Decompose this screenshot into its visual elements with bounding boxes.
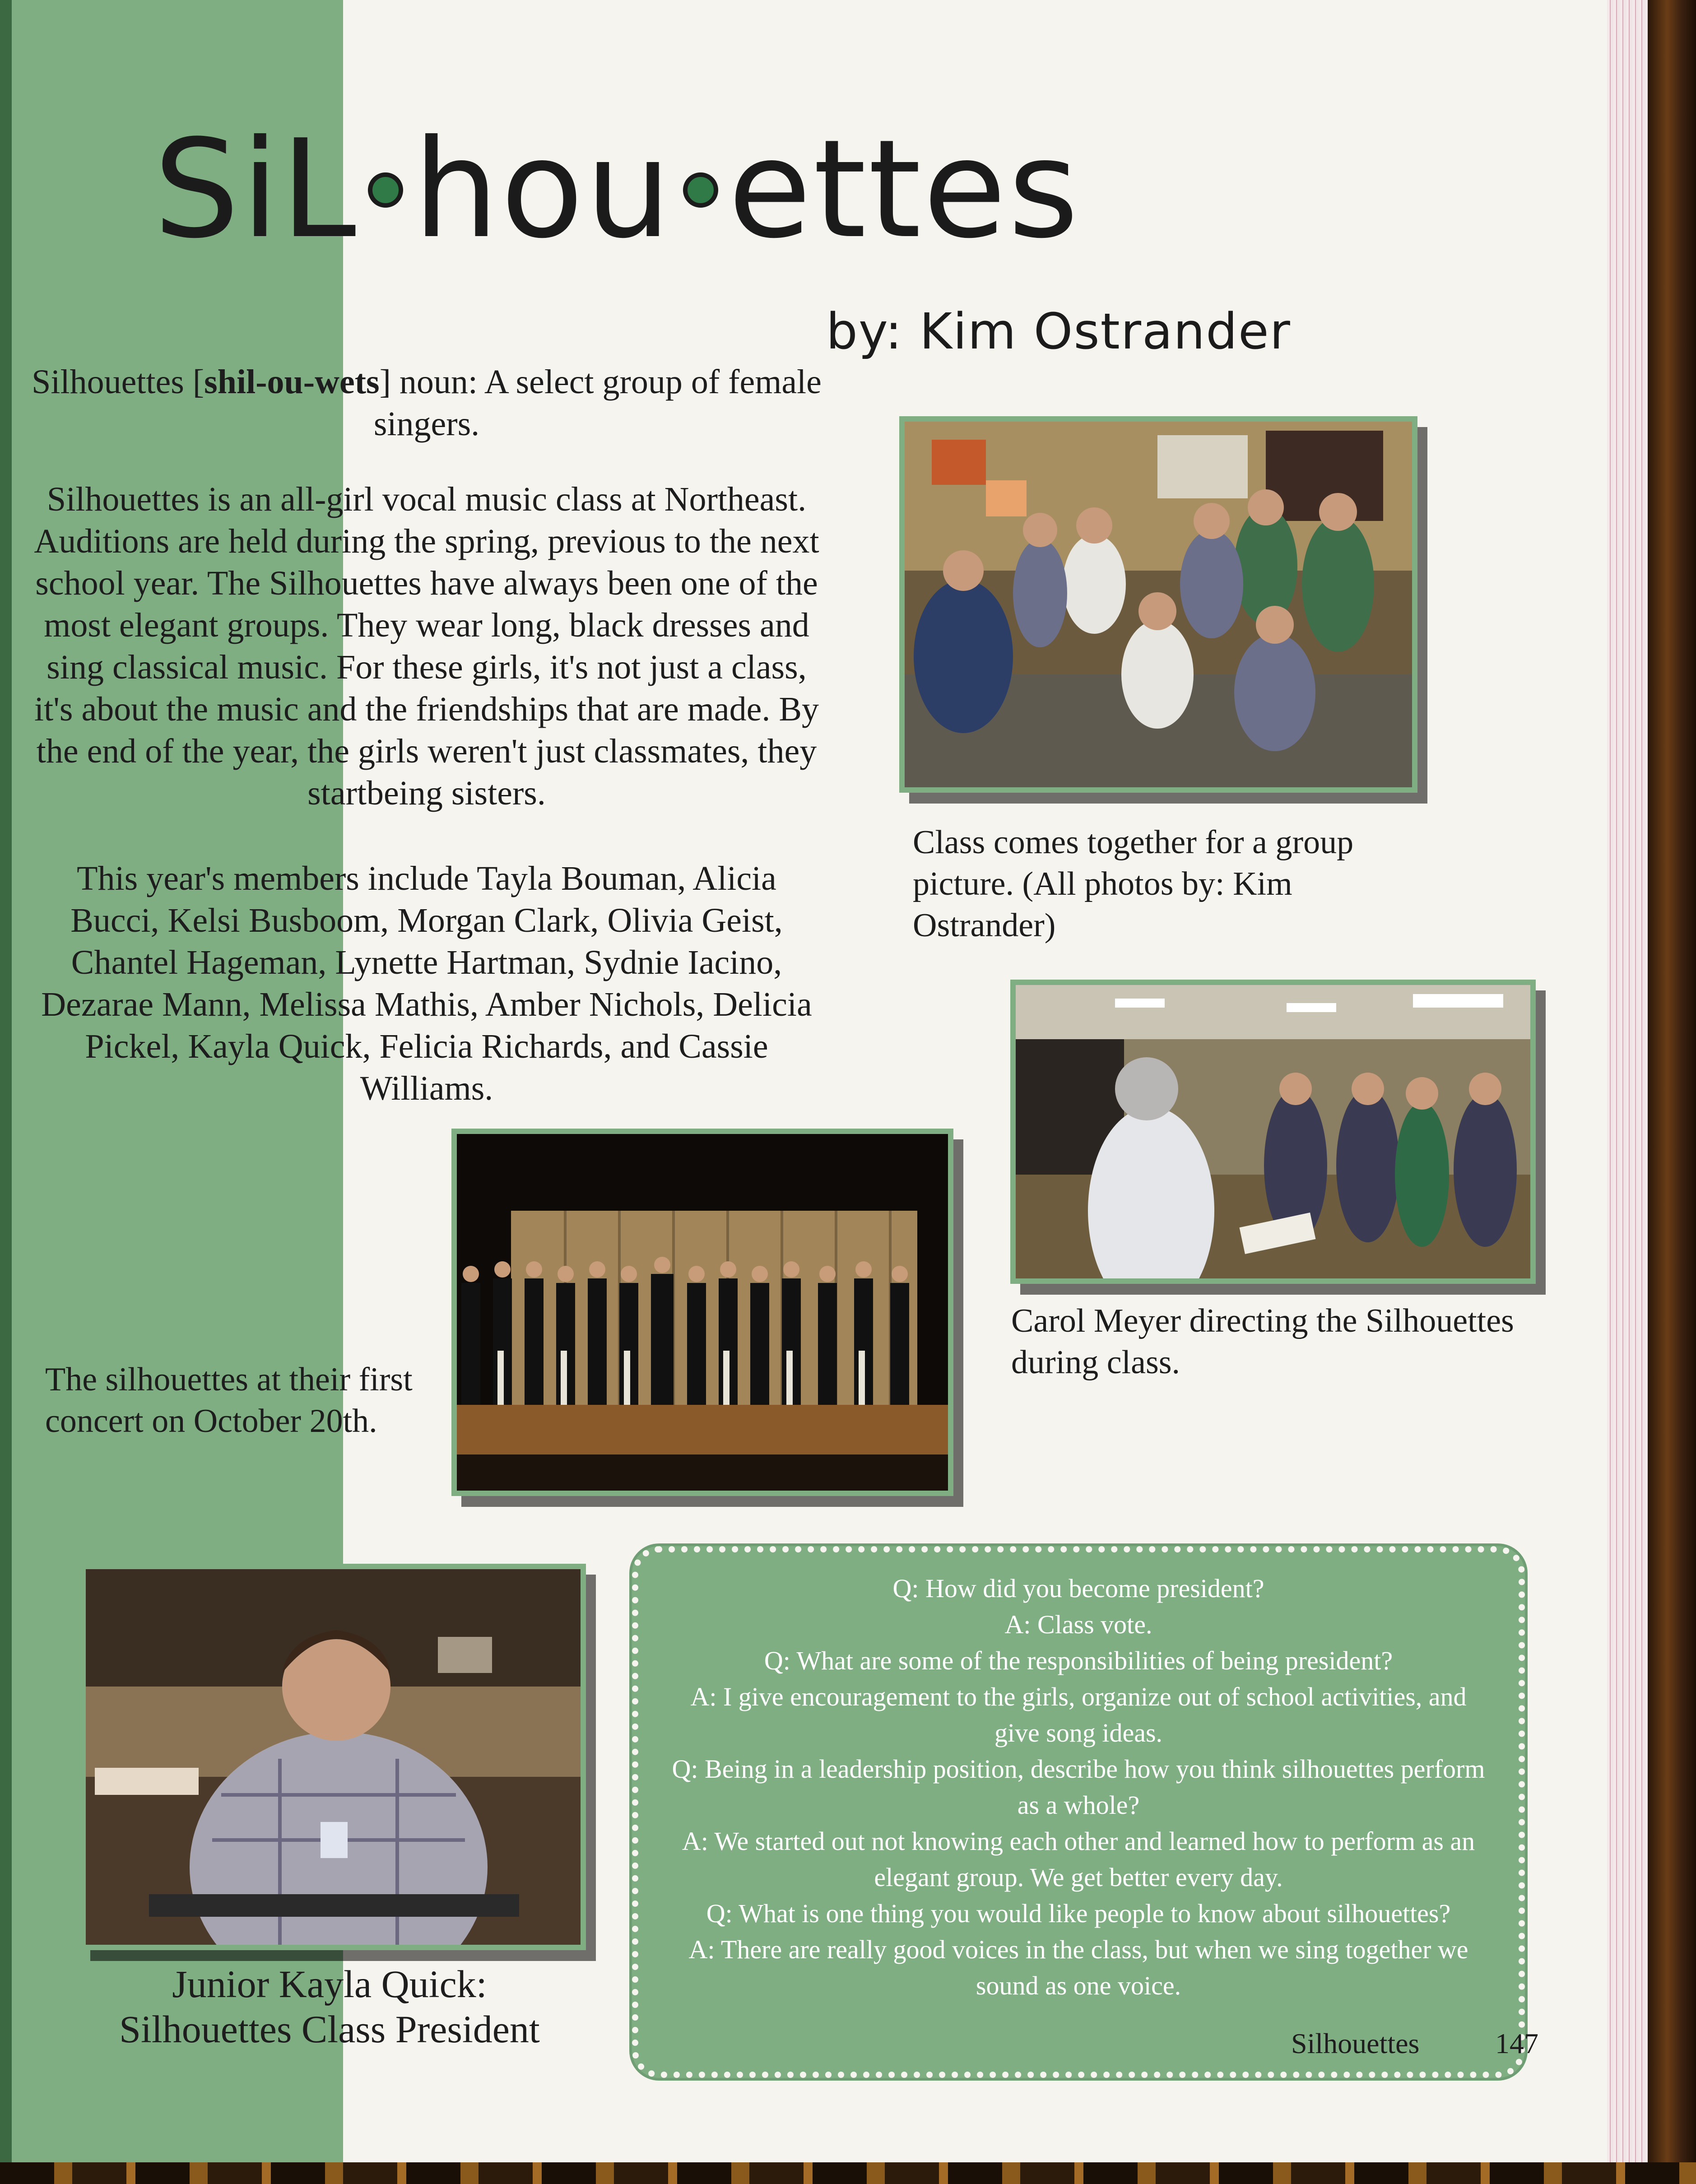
qa-list	[665, 1571, 1492, 2004]
group-photo-caption: Class comes together for a group picture. (All photos by: Kim Ostrander)	[913, 824, 1354, 944]
director-photo-caption: Carol Meyer directing the Silhouettes during class.	[1011, 1302, 1514, 1381]
president-caption-line-1: Junior Kayla Quick:	[172, 1962, 487, 2006]
page-stack-edge	[1607, 0, 1648, 2162]
qa-answer: A: We started out not knowing each other and learned how to perform as an elegant group. We get better every day.	[682, 1826, 1475, 1892]
dictionary-definition	[32, 361, 822, 445]
footer-section-name: Silhouettes	[1291, 2027, 1420, 2059]
qa-question: Q: How did you become president?	[892, 1574, 1264, 1603]
book-cover-edge	[1648, 0, 1696, 2184]
title-syllable-dot-2	[683, 172, 718, 208]
title-syllable-dot-1	[368, 172, 403, 208]
qa-answer: A: I give encouragement to the girls, organize out of school activities, and give song ideas.	[690, 1682, 1467, 1747]
definition-meaning: ] noun: A select group of female singers.	[373, 363, 822, 443]
concert-photo-caption: The silhouettes at their first concert on October 20th.	[45, 1361, 413, 1440]
members-paragraph: This year's members include Tayla Bouman, Alicia Bucci, Kelsi Busboom, Morgan Clark, Olivia Geist, Chantel Hageman, Lynette Hartman, Sydnie Iacino, Dezarae Mann, Melissa Mathis, Amber Nichols, Delicia Pickel, Kayla Quick, Felicia Richards, and Cassie Williams.	[41, 860, 812, 1107]
page-number: 147	[1495, 2027, 1538, 2059]
qa-question: Q: Being in a leadership position, describe how you think silhouettes perform as a whole?	[672, 1754, 1485, 1820]
page-edge-shadow	[0, 0, 12, 2162]
definition-pronunciation: shil-ou-wets	[204, 363, 380, 401]
title-part-2: hou	[413, 111, 673, 268]
director-photo	[1010, 980, 1536, 1284]
book-bottom-edge	[0, 2162, 1696, 2184]
title-part-1: SiL	[153, 111, 358, 268]
qa-answer: A: Class vote.	[1004, 1610, 1152, 1639]
president-photo-image	[86, 1569, 581, 1945]
qa-question: Q: What is one thing you would like people to know about silhouettes?	[706, 1899, 1451, 1928]
interview-qa-box	[632, 1546, 1525, 2078]
president-photo-caption	[81, 1961, 578, 2052]
concert-photo	[451, 1129, 953, 1496]
qa-answer: A: There are really good voices in the class, but when we sing together we sound as one voice.	[688, 1935, 1468, 2000]
intro-paragraph: Silhouettes is an all-girl vocal music class at Northeast. Auditions are held during the spring, previous to the next school year. The Silhouettes have always been one of the most elegant groups. They wear long, black dresses and sing classical music. For these girls, it's not just a class, it's about the music and the friendships that are made. By the end of the year, the girls weren't just classmates, they startbeing sisters.	[34, 480, 819, 812]
definition-word: Silhouettes [	[32, 363, 204, 401]
president-caption-line-2: Silhouettes Class President	[119, 2007, 540, 2051]
byline: by: Kim Ostrander	[826, 302, 1291, 360]
group-photo-image	[905, 422, 1412, 787]
title-part-3: ettes	[728, 111, 1081, 268]
director-photo-image	[1016, 985, 1530, 1278]
president-photo	[80, 1564, 586, 1950]
qa-question: Q: What are some of the responsibilities of being president?	[764, 1646, 1393, 1675]
page-title	[153, 111, 1081, 268]
group-photo	[899, 416, 1417, 793]
concert-photo-image	[457, 1134, 948, 1491]
